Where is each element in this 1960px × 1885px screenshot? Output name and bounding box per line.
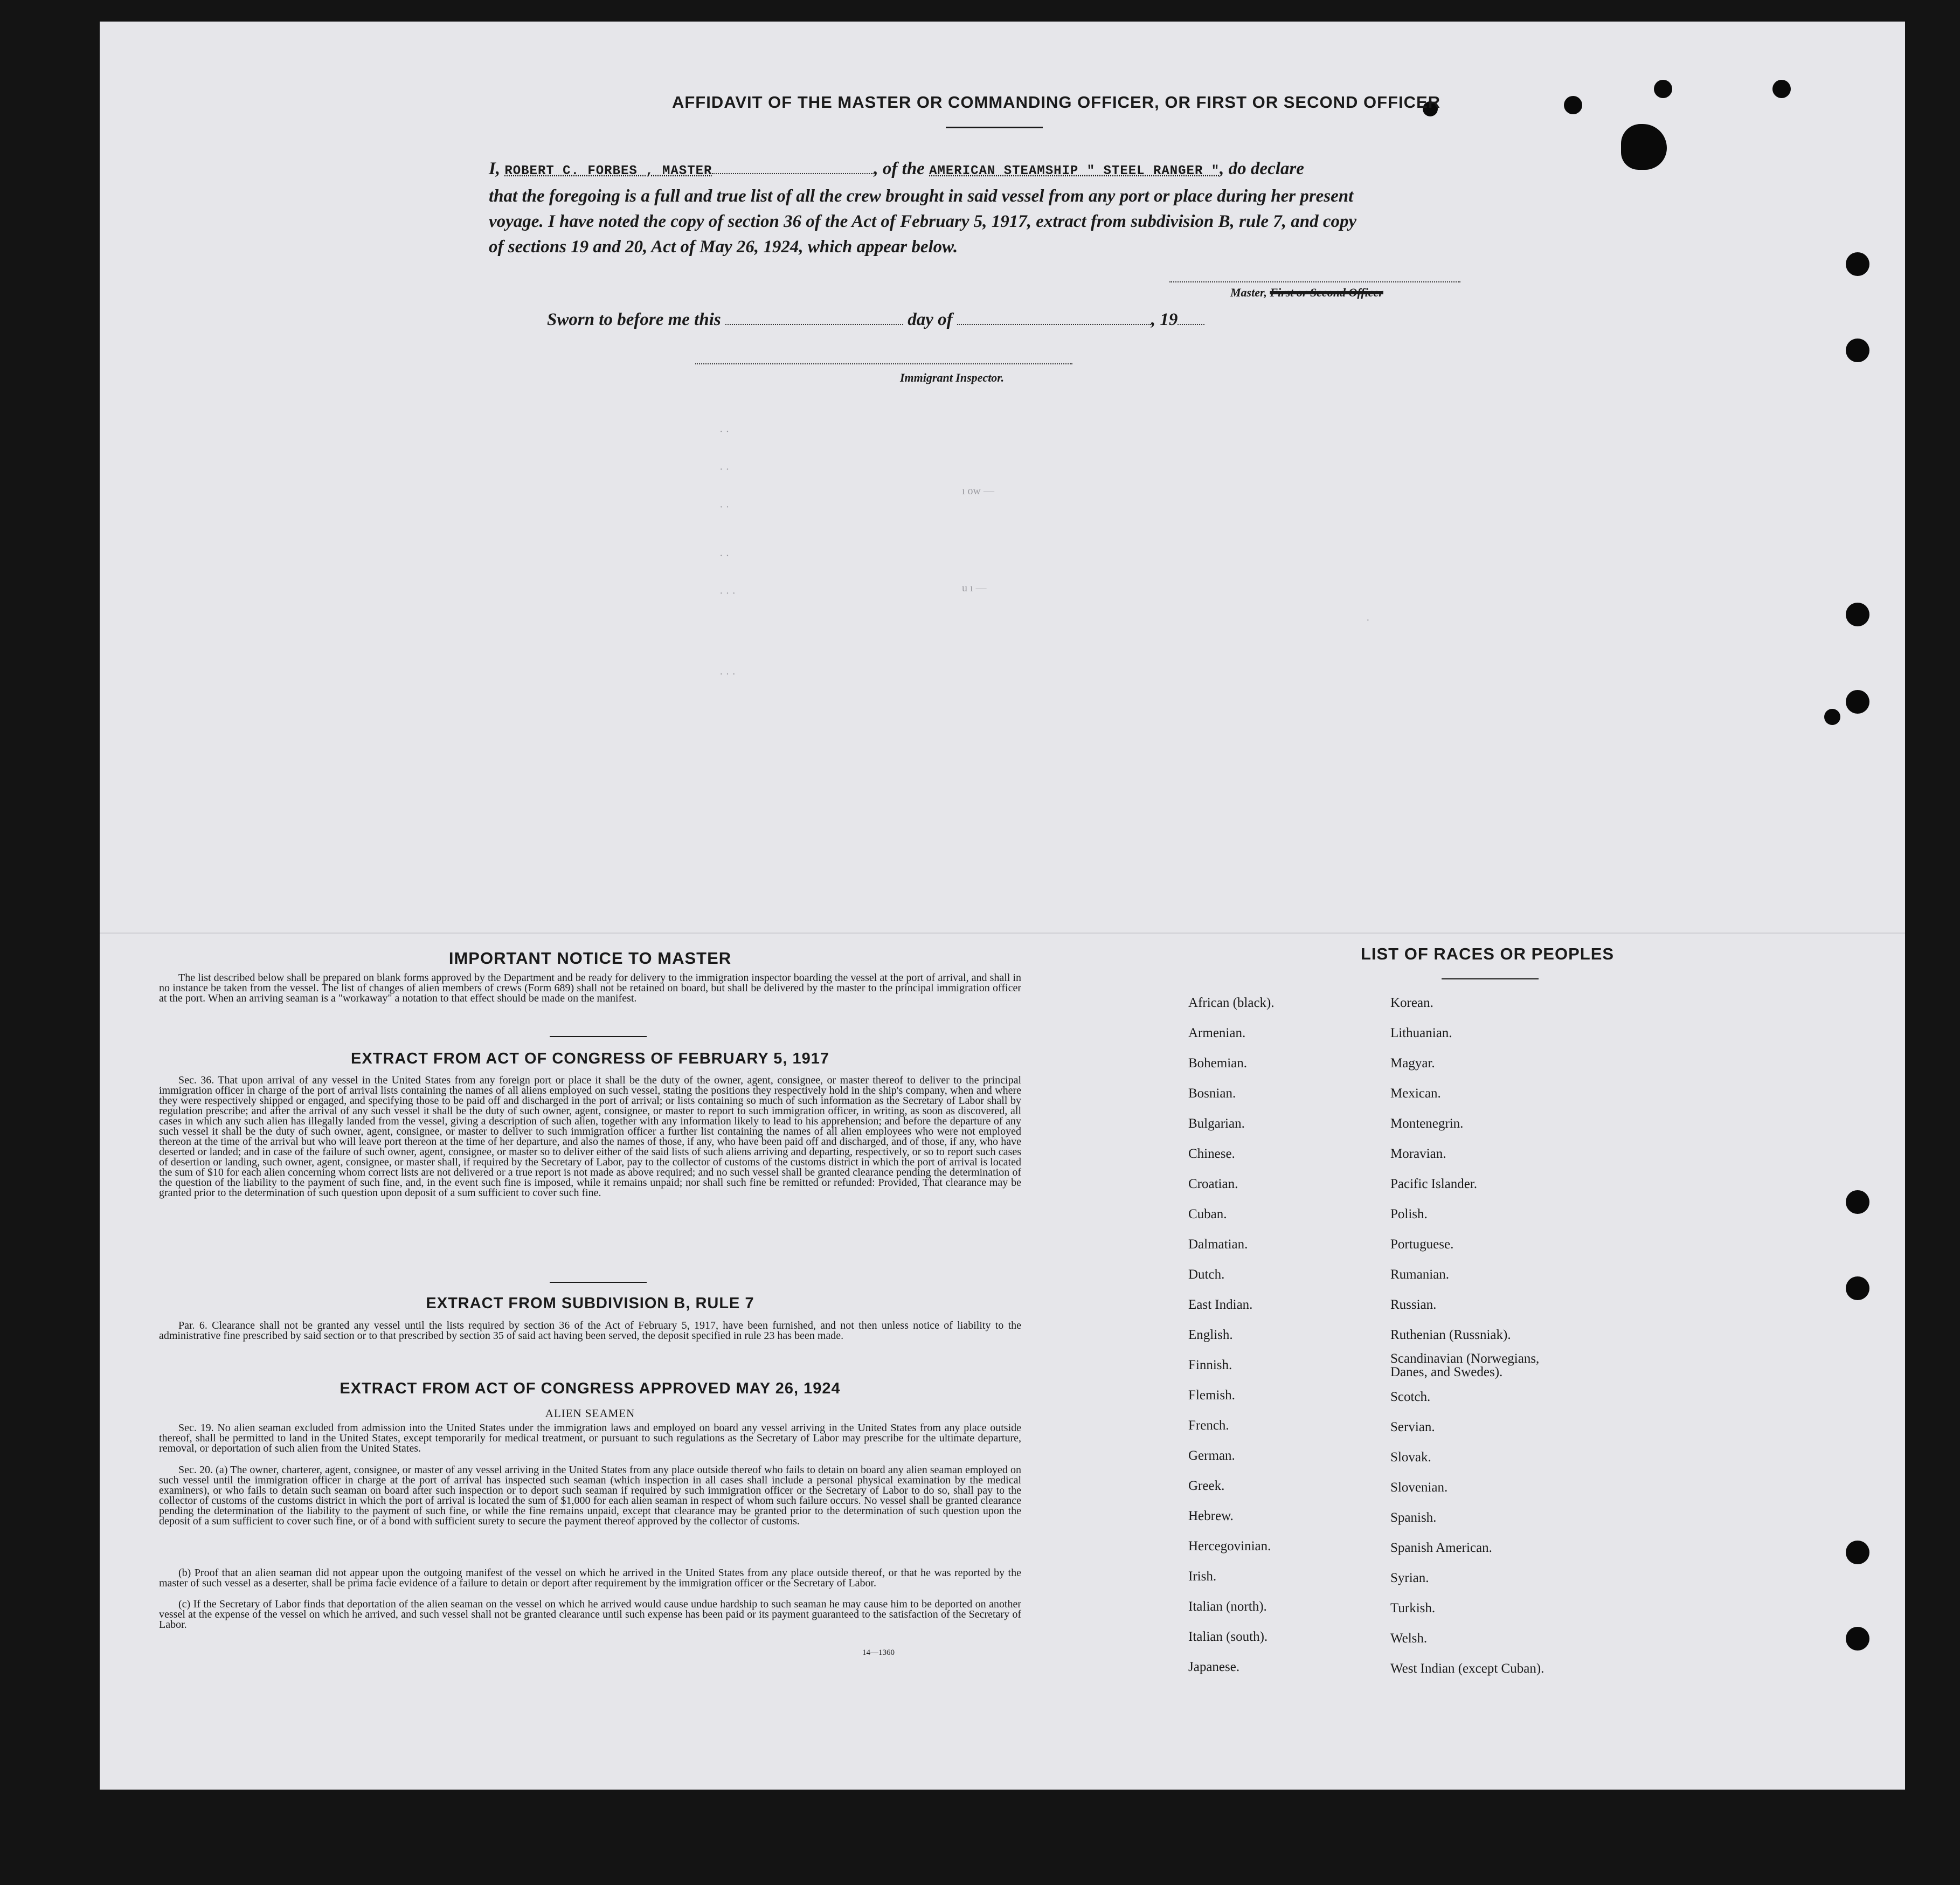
race-item: German. — [1188, 1448, 1235, 1463]
race-item: Slovenian. — [1390, 1480, 1448, 1495]
race-item: Rumanian. — [1390, 1267, 1450, 1282]
inspector-signature-line[interactable] — [695, 362, 1072, 364]
race-item: Servian. — [1390, 1420, 1435, 1434]
race-item: Italian (south). — [1188, 1629, 1268, 1644]
affidavit-line-2: that the foregoing is a full and true list of all the crew brought in said vessel from any port or place during her present — [489, 187, 1354, 206]
race-item: French. — [1188, 1418, 1229, 1433]
rule7-title: EXTRACT FROM SUBDIVISION B, RULE 7 — [426, 1295, 754, 1312]
races-left-column — [1188, 988, 1382, 1682]
sec20c-text: (c) If the Secretary of Labor finds that deportation of the alien seaman on the vessel on which he arrived would cause undue hardship to such seaman he may cause him to be deported on another vessel at the expense of the vessel on which he arrived, and such vessel shall not be granted clearance until such expense has been paid or its payment guaranteed to the satisfaction of the Secretary of Labor. — [159, 1598, 1021, 1631]
affidavit-line-4: of sections 19 and 20, Act of May 26, 1924, which appear below. — [489, 237, 958, 257]
punch-hole — [1846, 690, 1869, 714]
race-item: Korean. — [1390, 996, 1433, 1010]
race-item: Finnish. — [1188, 1358, 1232, 1372]
race-item: Bohemian. — [1188, 1056, 1248, 1071]
affidavit-paragraph — [489, 156, 1502, 260]
race-item: Bulgarian. — [1188, 1116, 1245, 1131]
race-item: Hebrew. — [1188, 1509, 1234, 1523]
punch-hole — [1846, 1541, 1869, 1564]
sworn-year-field[interactable] — [1178, 324, 1204, 325]
affidavit-line-1 — [489, 156, 1502, 184]
race-item: Mexican. — [1390, 1086, 1441, 1101]
ink-blot — [1621, 124, 1667, 170]
day-of-text: day of — [908, 310, 953, 329]
race-item: Croatian. — [1188, 1177, 1238, 1191]
race-item: Cuban. — [1188, 1207, 1227, 1221]
sec20a-text: Sec. 20. (a) The owner, charterer, agent, consignee, or master of any vessel arriving in the United States from any place outside thereof who fails to detain on board any alien seaman employed on such vessel until the immigration officer in charge at the port of arrival has inspected such seaman (which inspection in all cases shall include a personal physical examination by the medical examiners), or who fails to detain such seaman on board after such inspection or to deport such seaman if required by such immigration officer or the Secretary of Labor to do so, shall pay to the collector of customs of the customs district in which the port of arrival is located the sum of $1,000 for each alien seaman in respect of whom such failure occurs. No vessel shall be granted clearance pending the determination of the liability to the payment of such fine, or while the fine remains unpaid, except that clearance may be granted prior to the determination of such question upon the deposit of a sum sufficient to cover such fine, or of a bond with sufficient surety to secure the payment thereof approved by the collector of customs. — [159, 1464, 1021, 1527]
punch-hole — [1824, 709, 1840, 725]
punch-hole — [1846, 1627, 1869, 1651]
extract-1917-text: Sec. 36. That upon arrival of any vessel in the United States from any foreign port or place it shall be the duty of the owner, agent, consignee, or master thereof to deliver to the principal immigration officer in charge of the port of arrival lists containing the names of all aliens employed on such vessel, stating the positions they respectively hold in the ship's company, when and where they were respectively shipped or engaged, and specifying those to be paid off and discharged in the port of arrival; or lists containing so much of such information as the Secretary of Labor shall by regulation prescribe; and after the arrival of any such vessel it shall be the duty of such owner, agent, consignee, or master to report to such immigration officer, in writing, as soon as discovered, all cases in which any such alien has illegally landed from the vessel, giving a description of such alien, together with any information likely to lead to his apprehension; and before the departure of any such vessel it shall be the duty of such owner, agent, consignee, or master to deliver to such immigration officer a further list containing the names of all alien employees who were not employed thereon at the time of the arrival but who will leave port thereon at the time of her departure, and also the names of those, if any, who have been paid off and discharged, and of those, if any, who have deserted or landed; and in case of the failure of such owner, agent, consignee, or master so to deliver either of the said lists of such aliens arriving and departing, respectively, or so to report such cases of desertion or landing, such owner, agent, consignee, or master shall, if required by the Secretary of Labor, pay to the collector of customs of the customs district in which the port of arrival is located the sum of $10 for each alien concerning whom correct lists are not delivered or a true report is not made as above required; and no such vessel shall be granted clearance pending the determination of the question of the liability to the payment of such fine, and, in the event such fine is imposed, while it remains unpaid; nor shall such fine be remitted or refunded: Provided, That clearance may be granted prior to the determination of such question upon deposit of a sum sufficient to cover such fine. — [159, 1074, 1021, 1199]
divider — [550, 1036, 647, 1037]
affidavit-line1-end: , do declare — [1220, 159, 1304, 178]
master-label: Master, — [1230, 286, 1267, 299]
race-item: Moravian. — [1390, 1147, 1446, 1161]
race-item: Syrian. — [1390, 1571, 1429, 1585]
vessel-name-field[interactable]: AMERICAN STEAMSHIP " STEEL RANGER " — [929, 164, 1220, 178]
inspector-label: Immigrant Inspector. — [900, 371, 1005, 384]
sec19-text: Sec. 19. No alien seaman excluded from admission into the United States under the immigration laws and employed on board any vessel arriving in the United States from any place outside thereof, shall be permitted to land in the United States, except temporarily for medical treatment, or pursuant to such regulations as the Secretary of Labor may prescribe for the ultimate departure, removal, or deportation of such alien from the United States. — [159, 1422, 1021, 1454]
race-item: Spanish American. — [1390, 1541, 1492, 1555]
race-item: Dutch. — [1188, 1267, 1225, 1282]
race-item: Greek. — [1188, 1479, 1225, 1493]
race-item: Scandinavian (Norwegians, Danes, and Swedes). — [1390, 1351, 1540, 1379]
race-item: Portuguese. — [1390, 1237, 1454, 1252]
affidavit-line1-mid: , of the — [874, 159, 925, 178]
race-item: Magyar. — [1390, 1056, 1435, 1071]
sworn-month-field[interactable] — [957, 324, 1151, 325]
race-item: Flemish. — [1188, 1388, 1235, 1403]
document-page — [100, 22, 1905, 1790]
race-item: Hercegovinian. — [1188, 1539, 1271, 1553]
race-item: East Indian. — [1188, 1297, 1253, 1312]
race-item: Italian (north). — [1188, 1599, 1267, 1614]
race-item: English. — [1188, 1328, 1233, 1342]
sworn-text: Sworn to before me this — [547, 310, 721, 329]
punch-hole — [1564, 96, 1582, 114]
races-right-column — [1390, 988, 1638, 1684]
notice-text: The list described below shall be prepared on blank forms approved by the Department and be ready for delivery to the immigration inspector boarding the vessel at the port of arrival, and shall in no instance be taken from the vessel. The list of changes of alien members of crews (Form 689) shall not be retained on board, but shall be delivered by the master to the principal immigration officer at the port. When an arriving seaman is a "workaway" a notation to that effect should be made on the manifest. — [159, 972, 1021, 1004]
race-item: Spanish. — [1390, 1510, 1437, 1525]
year-prefix-text: , 19 — [1151, 310, 1178, 329]
form-number: 14—1360 — [862, 1648, 895, 1657]
race-item: Lithuanian. — [1390, 1026, 1452, 1040]
sworn-day-field[interactable] — [725, 324, 903, 325]
race-item: Irish. — [1188, 1569, 1217, 1584]
affidavit-line-3: voyage. I have noted the copy of section 36 of the Act of February 5, 1917, extract from subdivision B, rule 7, and copy — [489, 212, 1357, 231]
divider — [550, 1282, 647, 1283]
punch-hole — [1846, 252, 1869, 276]
affidavit-line1-start: I, — [489, 159, 501, 178]
sec20b-text: (b) Proof that an alien seaman did not appear upon the outgoing manifest of the vessel on which he arrived in the United States from any place outside thereof, or that he was reported by the master of such vessel as a deserter, shall be prima facie evidence of a failure to detain or deport after requirement by the immigration officer or the Secretary of Labor. — [159, 1567, 1021, 1589]
race-item: Scotch. — [1390, 1390, 1431, 1404]
race-item: Bosnian. — [1188, 1086, 1236, 1101]
punch-hole — [1846, 1276, 1869, 1300]
race-item: Pacific Islander. — [1390, 1177, 1478, 1191]
race-item: Welsh. — [1390, 1631, 1428, 1646]
punch-hole — [1772, 80, 1791, 98]
race-item: Polish. — [1390, 1207, 1428, 1221]
races-title: LIST OF RACES OR PEOPLES — [1360, 944, 1615, 963]
bleed-through-marks: · · · · · · · · · · · · · · ı ow — u ı — · — [719, 426, 1370, 680]
race-item: Turkish. — [1390, 1601, 1436, 1615]
extract-1924-title: EXTRACT FROM ACT OF CONGRESS APPROVED MAY 26, 1924 — [340, 1380, 841, 1397]
race-item: West Indian (except Cuban). — [1390, 1661, 1545, 1676]
punch-hole — [1846, 1190, 1869, 1214]
race-item: Chinese. — [1188, 1147, 1235, 1161]
alien-seamen-subtitle: ALIEN SEAMEN — [545, 1407, 635, 1420]
field-dotline — [712, 173, 874, 174]
race-item: Russian. — [1390, 1297, 1437, 1312]
title-divider — [946, 127, 1043, 128]
rule7-text: Par. 6. Clearance shall not be granted any vessel until the lists required by section 36 of the Act of February 5, 1917, have been furnished, and not then unless notice of liability to the administrative fine prescribed by said section or to that prescribed by section 35 of said act having been served, the deposit specified in rule 23 has been made. — [159, 1320, 1021, 1342]
race-item: Ruthenian (Russniak). — [1390, 1328, 1511, 1342]
master-signature-line[interactable] — [1169, 280, 1460, 282]
struck-officer-label: First or Second Officer — [1270, 286, 1383, 299]
race-item: African (black). — [1188, 996, 1275, 1010]
races-divider — [1442, 978, 1539, 979]
punch-hole — [1846, 603, 1869, 626]
race-item: Armenian. — [1188, 1026, 1246, 1040]
race-item: Japanese. — [1188, 1660, 1240, 1674]
race-item: Dalmatian. — [1188, 1237, 1248, 1252]
race-item: Montenegrin. — [1390, 1116, 1464, 1131]
punch-hole — [1654, 80, 1672, 98]
master-name-field[interactable]: ROBERT C. FORBES , MASTER — [504, 164, 712, 178]
master-signature-label — [1230, 286, 1383, 300]
race-item: Slovak. — [1390, 1450, 1431, 1465]
affidavit-title: AFFIDAVIT OF THE MASTER OR COMMANDING OFFICER, OR FIRST OR SECOND OFFICER — [671, 93, 1441, 112]
notice-title: IMPORTANT NOTICE TO MASTER — [448, 949, 732, 968]
sworn-line — [547, 307, 1204, 333]
punch-hole — [1846, 339, 1869, 362]
extract-1917-title: EXTRACT FROM ACT OF CONGRESS OF FEBRUARY 5, 1917 — [350, 1050, 830, 1067]
